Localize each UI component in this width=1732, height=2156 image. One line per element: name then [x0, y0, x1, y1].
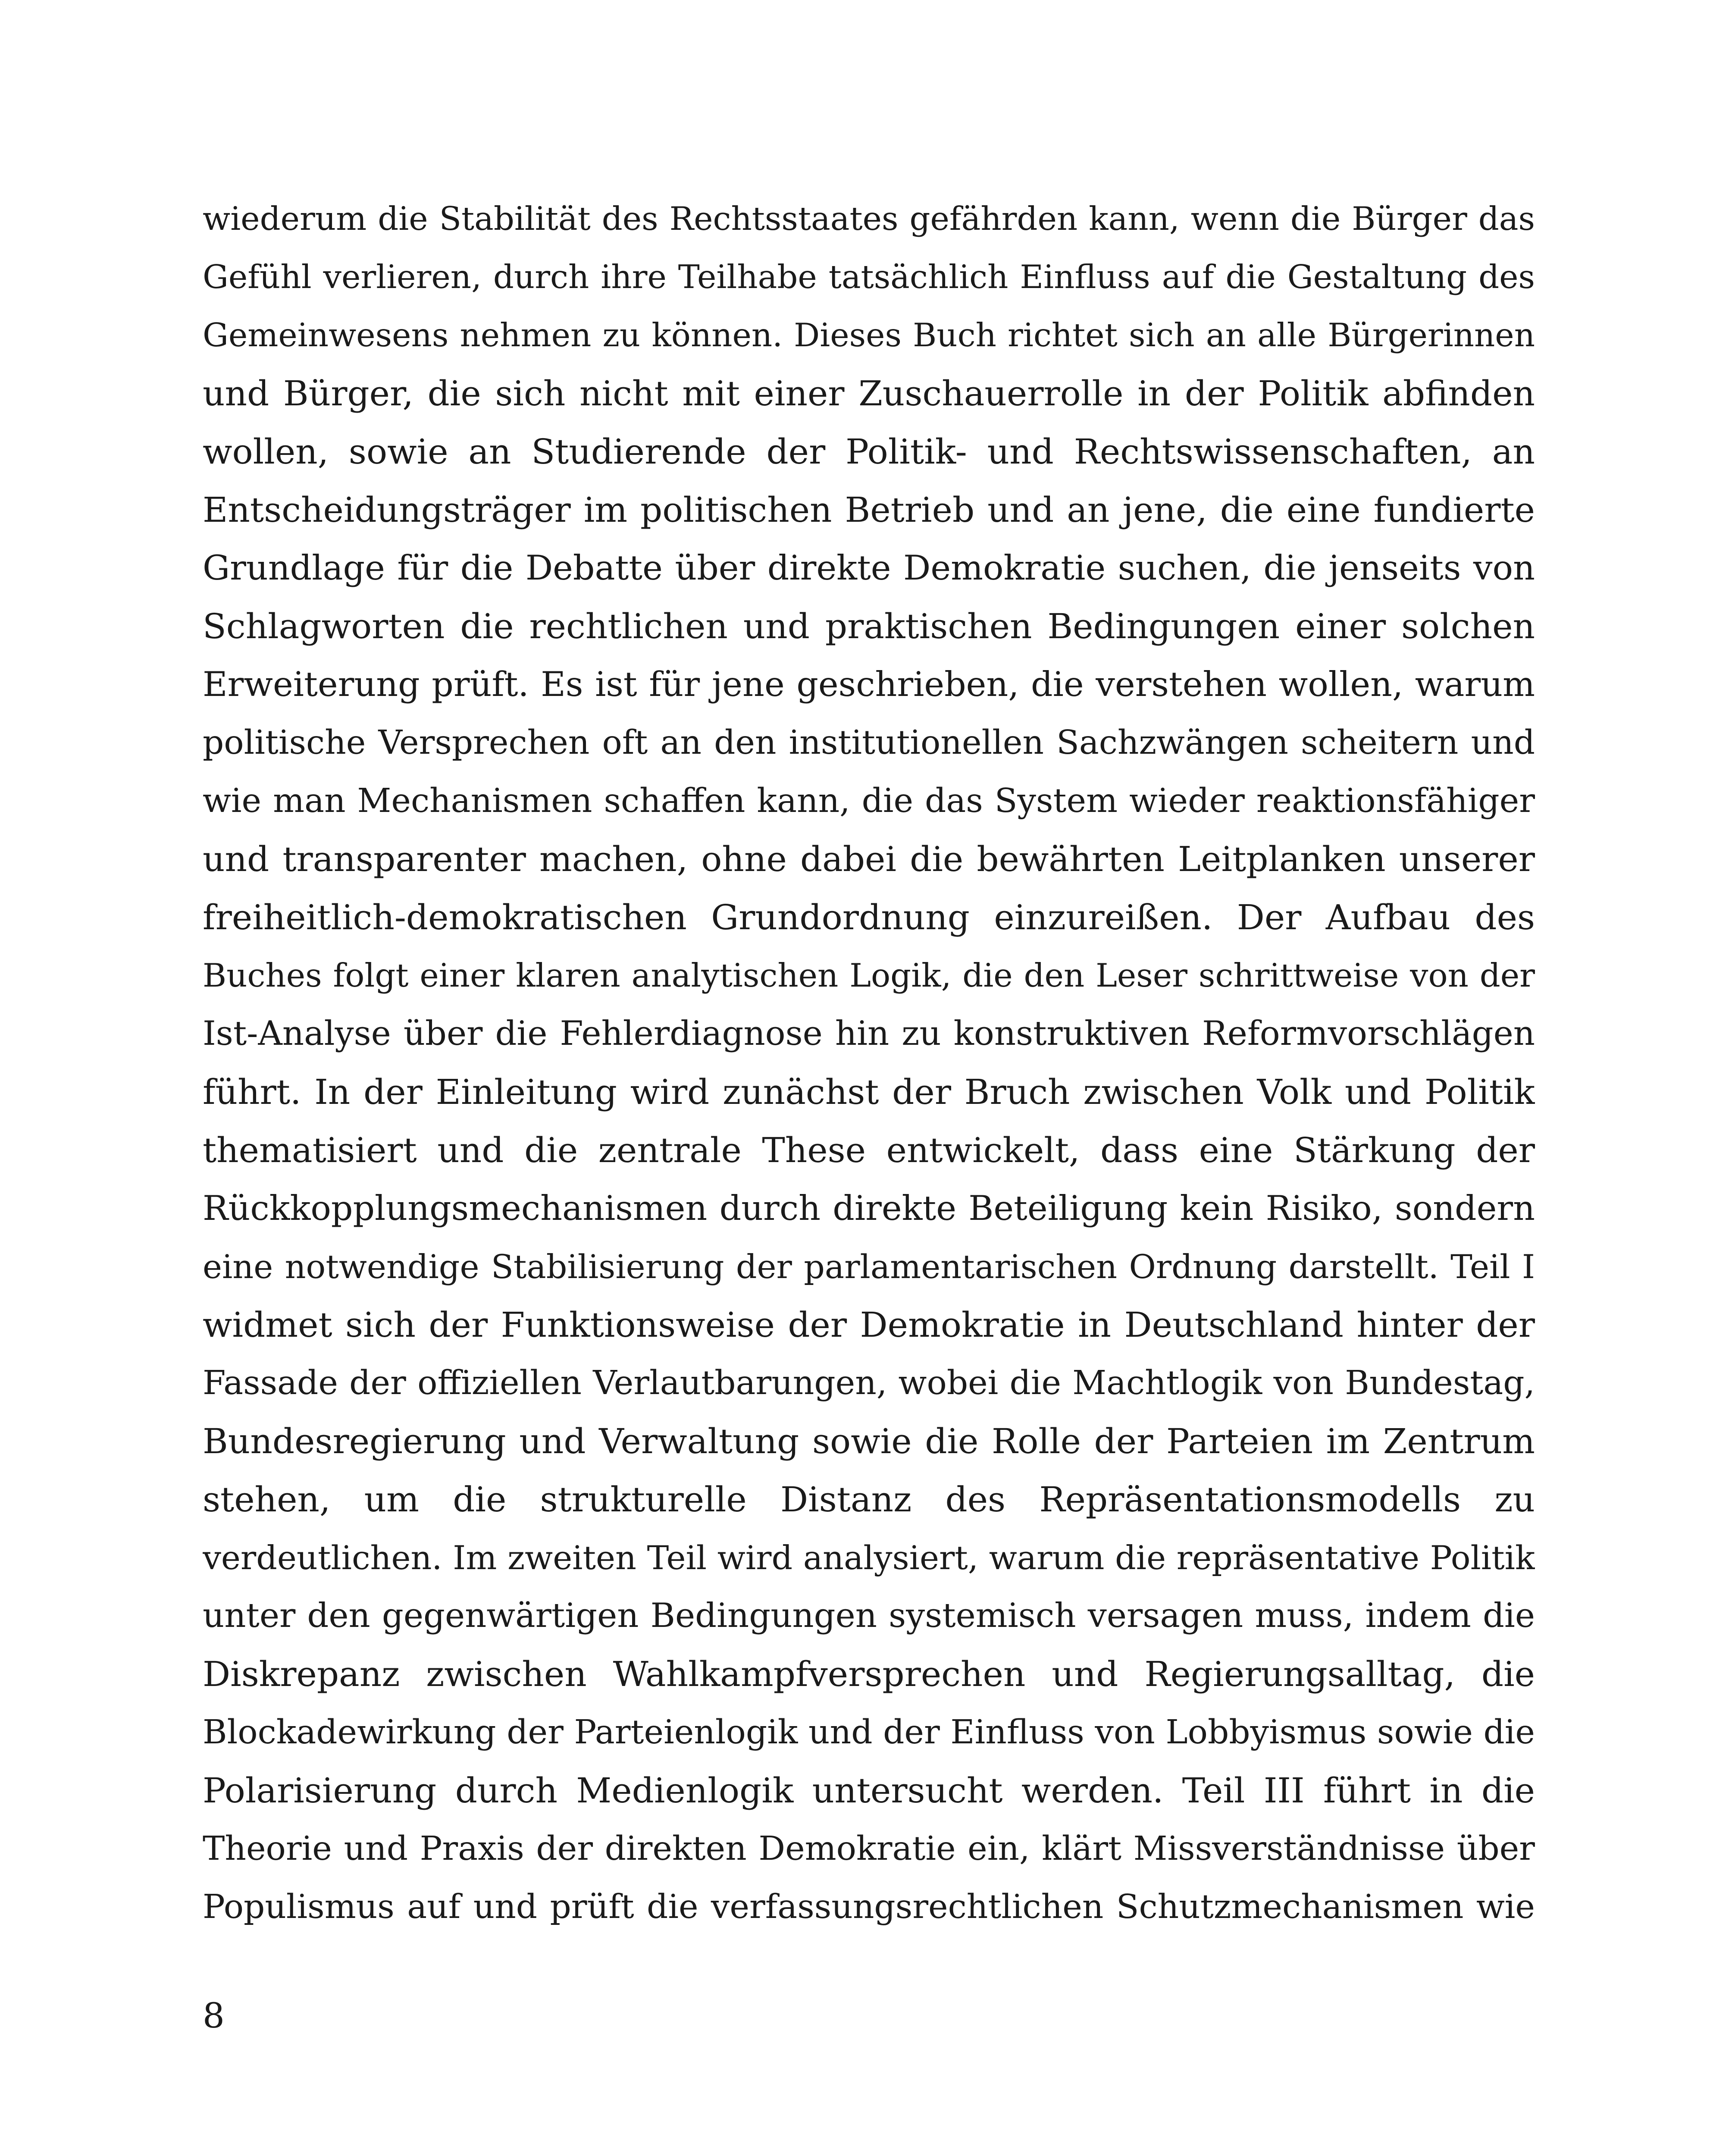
- text-line: wie man Mechanismen schaffen kann, die das System wieder reaktionsfähiger: [203, 782, 1535, 820]
- text-line: widmet sich der Funktionsweise der Demokratie in Deutschland hinter der: [203, 1305, 1535, 1345]
- text-line: freiheitlich-demokratischen Grundordnung einzureißen. Der Aufbau des: [203, 897, 1535, 937]
- text-line: Fassade der offiziellen Verlautbarungen, wobei die Machtlogik von Bundestag,: [203, 1364, 1535, 1402]
- text-line: Populismus auf und prüft die verfassungsrechtlichen Schutzmechanismen wie: [203, 1888, 1535, 1926]
- text-line: und transparenter machen, ohne dabei die bewährten Leitplanken unserer: [203, 839, 1535, 879]
- text-line: Bundesregierung und Verwaltung sowie die Rolle der Parteien im Zentrum: [203, 1421, 1535, 1461]
- text-line: politische Versprechen oft an den institutionellen Sachzwängen scheitern und: [203, 724, 1535, 762]
- text-line: Diskrepanz zwischen Wahlkampfversprechen und Regierungsalltag, die: [203, 1654, 1535, 1694]
- text-line: wollen, sowie an Studierende der Politik- und Rechtswissenschaften, an: [203, 432, 1535, 472]
- text-line: Erweiterung prüft. Es ist für jene geschrieben, die verstehen wollen, warum: [203, 664, 1535, 704]
- text-line: Grundlage für die Debatte über direkte Demokratie suchen, die jenseits von: [203, 548, 1535, 588]
- text-line: thematisiert und die zentrale These entwickelt, dass eine Stärkung der: [203, 1130, 1535, 1170]
- text-line: Polarisierung durch Medienlogik untersucht werden. Teil III führt in die: [203, 1771, 1535, 1811]
- text-line: verdeutlichen. Im zweiten Teil wird analysiert, warum die repräsentative Politik: [203, 1539, 1535, 1577]
- text-line: Entscheidungsträger im politischen Betrieb und an jene, die eine fundierte: [203, 490, 1535, 530]
- text-line: unter den gegenwärtigen Bedingungen systemisch versagen muss, indem die: [203, 1596, 1535, 1635]
- text-line: eine notwendige Stabilisierung der parlamentarischen Ordnung darstellt. Teil I: [203, 1247, 1535, 1286]
- text-line: Gemeinwesens nehmen zu können. Dieses Buch richtet sich an alle Bürgerinnen: [203, 316, 1535, 354]
- text-line: Ist-Analyse über die Fehlerdiagnose hin zu konstruktiven Reformvorschlägen: [203, 1014, 1535, 1053]
- text-line: Rückkopplungsmechanismen durch direkte Beteiligung kein Risiko, sondern: [203, 1188, 1535, 1228]
- page-number: 8: [203, 1996, 225, 2036]
- text-line: wiederum die Stabilität des Rechtsstaates gefährden kann, wenn die Bürger das: [203, 200, 1535, 238]
- text-line: und Bürger, die sich nicht mit einer Zuschauerrolle in der Politik abfinden: [203, 373, 1535, 414]
- body-text: [203, 190, 1535, 1936]
- text-line: stehen, um die strukturelle Distanz des Repräsentationsmodells zu: [203, 1479, 1535, 1520]
- text-line: Buches folgt einer klaren analytischen Logik, die den Leser schrittweise von der: [203, 956, 1535, 994]
- text-line: Gefühl verlieren, durch ihre Teilhabe tatsächlich Einfluss auf die Gestaltung des: [203, 258, 1535, 296]
- text-line: Theorie und Praxis der direkten Demokratie ein, klärt Missverständnisse über: [203, 1830, 1535, 1868]
- text-line: führt. In der Einleitung wird zunächst der Bruch zwischen Volk und Politik: [203, 1072, 1535, 1112]
- text-line: Schlagworten die rechtlichen und praktischen Bedingungen einer solchen: [203, 606, 1535, 646]
- text-line: Blockadewirkung der Parteienlogik und der Einfluss von Lobbyismus sowie die: [203, 1713, 1535, 1752]
